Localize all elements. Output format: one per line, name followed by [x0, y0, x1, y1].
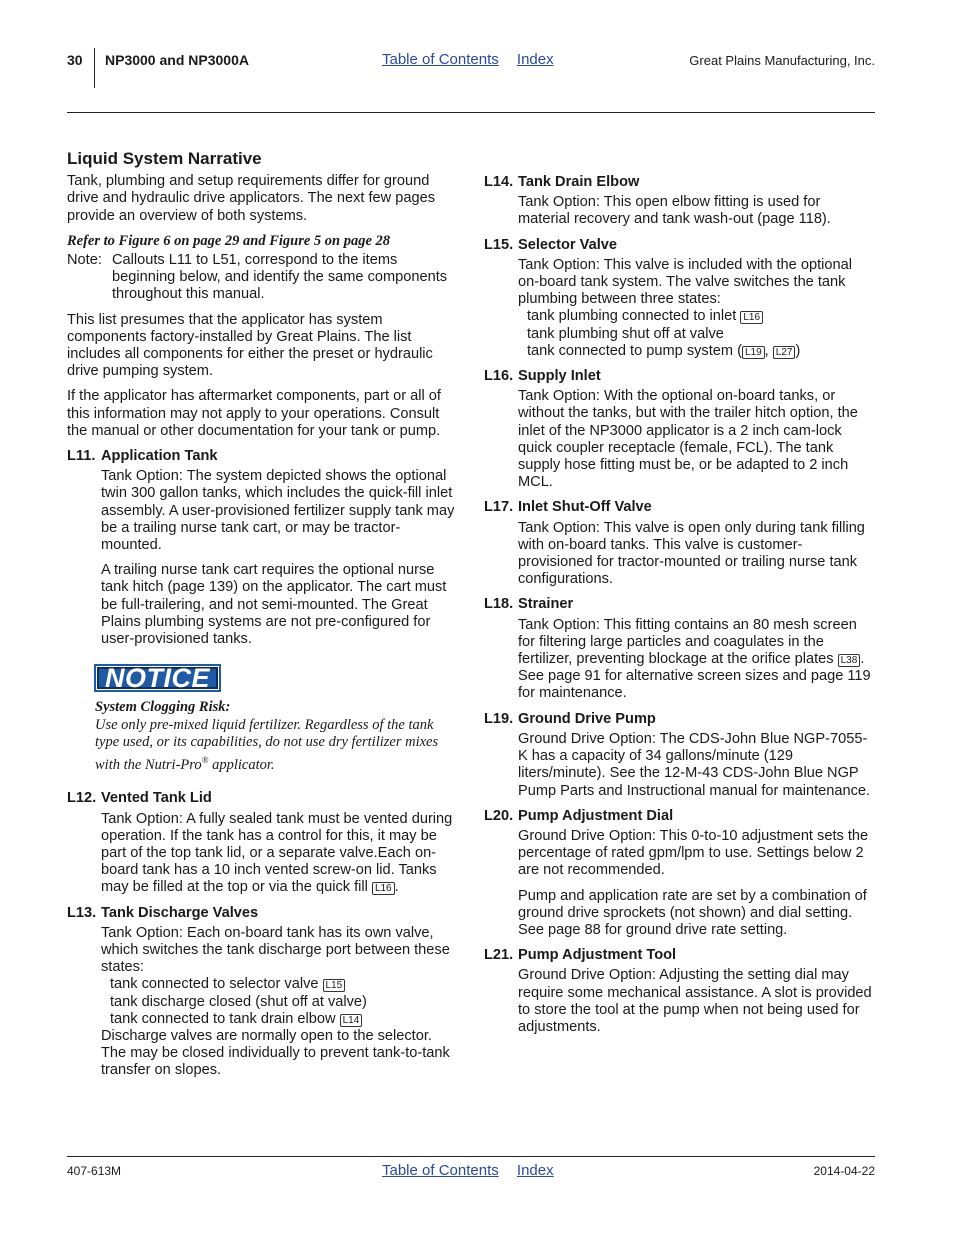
header-rule	[67, 112, 875, 113]
callout-tag[interactable]: L19	[742, 346, 765, 359]
list-item-text: tank plumbing connected to inlet	[527, 308, 741, 325]
item-l19-body	[484, 731, 876, 800]
item-l17-body	[484, 520, 876, 589]
item-text: Tank Option: This fitting contains an 80 mesh screen for filtering large particles and coagulates in the fertilizer, preventing blockage at the orifice plates	[518, 616, 857, 668]
right-column	[484, 174, 876, 1044]
item-code: L17.	[484, 499, 514, 516]
item-paragraph: Tank Option: With the optional on-board tanks, or without the tanks, but with the trailer hitch option, the inlet of the NP3000 applicator is a 2 inch cam-lock quick coupler receptacle (female, FCL). The tank supply hose fitting must be, or be adapted to 2 inch MCL.	[518, 388, 858, 491]
list-item: tank plumbing shut off at valve	[527, 325, 724, 342]
list-item-text: tank connected to pump system (	[527, 342, 742, 359]
item-l17-heading	[484, 499, 876, 516]
close-paren: )	[795, 342, 801, 359]
aftermarket-paragraph: If the applicator has aftermarket components, part or all of this information may not apply to your operations. Consult the manual or other documentation for your tank or pump.	[67, 388, 441, 439]
item-paragraph	[101, 811, 457, 897]
index-link[interactable]: Index	[516, 1162, 554, 1179]
item-title: Strainer	[518, 596, 574, 613]
notice-body-text: Use only pre-mixed liquid fertilizer. Regardless of the tank type used, or its capabilities, do not use dry fertilizer mixes with the Nutri-Pro	[95, 716, 439, 773]
section-heading: Liquid System Narrative	[67, 149, 262, 168]
item-code: L20.	[484, 807, 514, 824]
item-code: L21.	[484, 947, 514, 964]
item-text-end: .	[394, 879, 399, 896]
callout-tag[interactable]: L14	[340, 1014, 363, 1027]
item-code: L11.	[67, 448, 96, 465]
list-item-text: tank connected to selector valve	[110, 976, 323, 993]
item-paragraph: Tank Option: The system depicted shows the optional twin 300 gallon tanks, which includes the quick-fill inlet assembly. A user-provisioned fertilizer supply tank may be a trailing nurse tank cart, or may be tractor-mounted.	[101, 468, 455, 554]
left-column	[67, 150, 457, 1087]
footer-nav	[382, 1162, 568, 1179]
item-l11-body	[67, 468, 457, 648]
list-item	[110, 976, 457, 993]
item-l19-heading	[484, 711, 876, 728]
item-l12-body	[67, 811, 457, 897]
registered-mark: ®	[201, 754, 209, 765]
publish-date: 2014-04-22	[813, 1164, 875, 1178]
header-nav	[382, 51, 568, 68]
note-text: Callouts L11 to L51, correspond to the items beginning below, and identify the same components throughout this manual.	[112, 252, 448, 303]
state-list	[518, 308, 876, 360]
page-number: 30	[67, 52, 83, 68]
page-header	[67, 48, 875, 88]
callout-tag[interactable]: L16	[740, 311, 763, 324]
item-title: Tank Discharge Valves	[101, 904, 259, 921]
list-item: tank discharge closed (shut off at valve)	[110, 993, 367, 1010]
footer-rule	[67, 1156, 875, 1157]
item-l15-heading	[484, 237, 876, 254]
item-title: Inlet Shut-Off Valve	[518, 499, 652, 516]
item-title: Vented Tank Lid	[101, 790, 212, 807]
item-code: L16.	[484, 368, 514, 385]
toc-link[interactable]: Table of Contents	[382, 1162, 499, 1179]
item-l13-heading	[67, 905, 457, 922]
item-code: L15.	[484, 236, 514, 253]
notice-body-end: applicator.	[208, 756, 275, 773]
item-l16-body	[484, 388, 876, 491]
header-divider	[94, 48, 95, 88]
item-title: Selector Valve	[518, 236, 617, 253]
item-l16-heading	[484, 368, 876, 385]
item-code: L12.	[67, 790, 97, 807]
item-l13-body	[67, 925, 457, 1080]
callout-tag[interactable]: L16	[372, 882, 395, 895]
item-paragraph	[518, 617, 876, 703]
list-item	[527, 308, 876, 325]
item-paragraph: Pump and application rate are set by a combination of ground drive sprockets (not shown) and dial setting. See page 88 for ground drive rate setting.	[518, 887, 867, 938]
callout-tag[interactable]: L27	[773, 346, 796, 359]
list-item	[527, 343, 876, 360]
item-paragraph: Ground Drive Option: The CDS-John Blue NGP-7055-K has a capacity of 34 gallons/minute (129 liters/minute). See the 12-M-43 CDS-John Blue NGP Pump Parts and Instructional manual for maintenance.	[518, 730, 871, 799]
notice-text	[67, 699, 457, 774]
item-l18-body	[484, 617, 876, 703]
intro-paragraph: Tank, plumbing and setup requirements differ for ground drive and hydraulic drive applicators. The next few pages provide an overview of both systems.	[67, 173, 436, 224]
figure-reference: Refer to Figure 6 on page 29 and Figure 5 on page 28	[67, 232, 391, 249]
item-l20-body	[484, 828, 876, 939]
item-title: Ground Drive Pump	[518, 710, 656, 727]
item-l18-heading	[484, 596, 876, 613]
note-label: Note:	[67, 252, 102, 269]
item-code: L18.	[484, 596, 514, 613]
item-text-end: . See page 91 for alternative screen sizes and page 119 for maintenance.	[518, 651, 871, 702]
list-item	[110, 1011, 457, 1028]
toc-link[interactable]: Table of Contents	[382, 51, 499, 68]
index-link[interactable]: Index	[516, 51, 554, 68]
callout-tag[interactable]: L15	[323, 979, 346, 992]
item-paragraph: Tank Option: This open elbow fitting is used for material recovery and tank wash-out (page 118).	[518, 194, 831, 228]
item-title: Pump Adjustment Tool	[518, 947, 677, 964]
item-l14-heading	[484, 174, 876, 191]
item-l14-body	[484, 194, 876, 228]
item-title: Pump Adjustment Dial	[518, 807, 674, 824]
separator: ,	[764, 342, 773, 359]
item-l21-body	[484, 967, 876, 1036]
item-paragraph: Tank Option: This valve is included with the optional on-board tank system. The valve switches the tank plumbing between three states:	[518, 256, 852, 308]
item-paragraph: Ground Drive Option: This 0-to-10 adjustment sets the percentage of rated gpm/lpm to use. Settings below 2 are not recommended.	[518, 827, 869, 879]
item-title: Supply Inlet	[518, 368, 601, 385]
item-code: L13.	[67, 904, 97, 921]
notice-badge: NOTICE	[97, 667, 218, 689]
item-paragraph: Tank Option: Each on-board tank has its own valve, which switches the tank discharge port between these states:	[101, 924, 450, 976]
notice-body	[95, 717, 457, 774]
item-title: Application Tank	[101, 448, 218, 465]
list-item-text: tank connected to tank drain elbow	[110, 1010, 340, 1027]
item-text: Tank Option: A fully sealed tank must be vented during operation. If the tank has a control for this, it may be part of the top tank lid, or a separate valve.Each on-board tank has a 10 inch vented screw-on lid. Tanks may be filled at the top or via the quick fill	[101, 810, 453, 896]
item-l11-heading	[67, 448, 457, 465]
page-footer	[67, 1162, 875, 1182]
item-paragraph: Tank Option: This valve is open only during tank filling with on-board tanks. This valve is customer-provisioned for tractor-mounted or trailing nurse tank configurations.	[518, 519, 865, 588]
item-paragraph: Ground Drive Option: Adjusting the setting dial may require some mechanical assistance. A slot is provided to store the tool at the pump when not being used for adjustments.	[518, 967, 872, 1035]
note	[67, 252, 457, 304]
doc-title: NP3000 and NP3000A	[105, 52, 249, 68]
item-paragraph: A trailing nurse tank cart requires the optional nurse tank hitch (page 139) on the applicator. The cart must be full-trailering, and not semi-mounted. The Great Plains plumbing systems are not pre-configured for user-provisioned tanks.	[101, 562, 447, 648]
company-name: Great Plains Manufacturing, Inc.	[689, 53, 875, 68]
notice-title: System Clogging Risk:	[95, 699, 231, 716]
item-code: L14.	[484, 174, 514, 190]
item-code: L19.	[484, 710, 514, 727]
state-list	[101, 976, 457, 1028]
presumption-paragraph: This list presumes that the applicator has system components factory-installed by Great Plains. The list includes all components for either the preset or hydraulic drive pumping system.	[67, 311, 433, 380]
callout-tag[interactable]: L38	[838, 654, 861, 667]
item-l20-heading	[484, 808, 876, 825]
item-l12-heading	[67, 790, 457, 807]
item-title: Tank Drain Elbow	[518, 174, 640, 190]
item-l15-body	[484, 257, 876, 360]
item-l21-heading	[484, 947, 876, 964]
doc-number: 407-613M	[67, 1164, 122, 1178]
item-paragraph: Discharge valves are normally open to the selector. The may be closed individually to prevent tank-to-tank transfer on slopes.	[101, 1027, 450, 1079]
